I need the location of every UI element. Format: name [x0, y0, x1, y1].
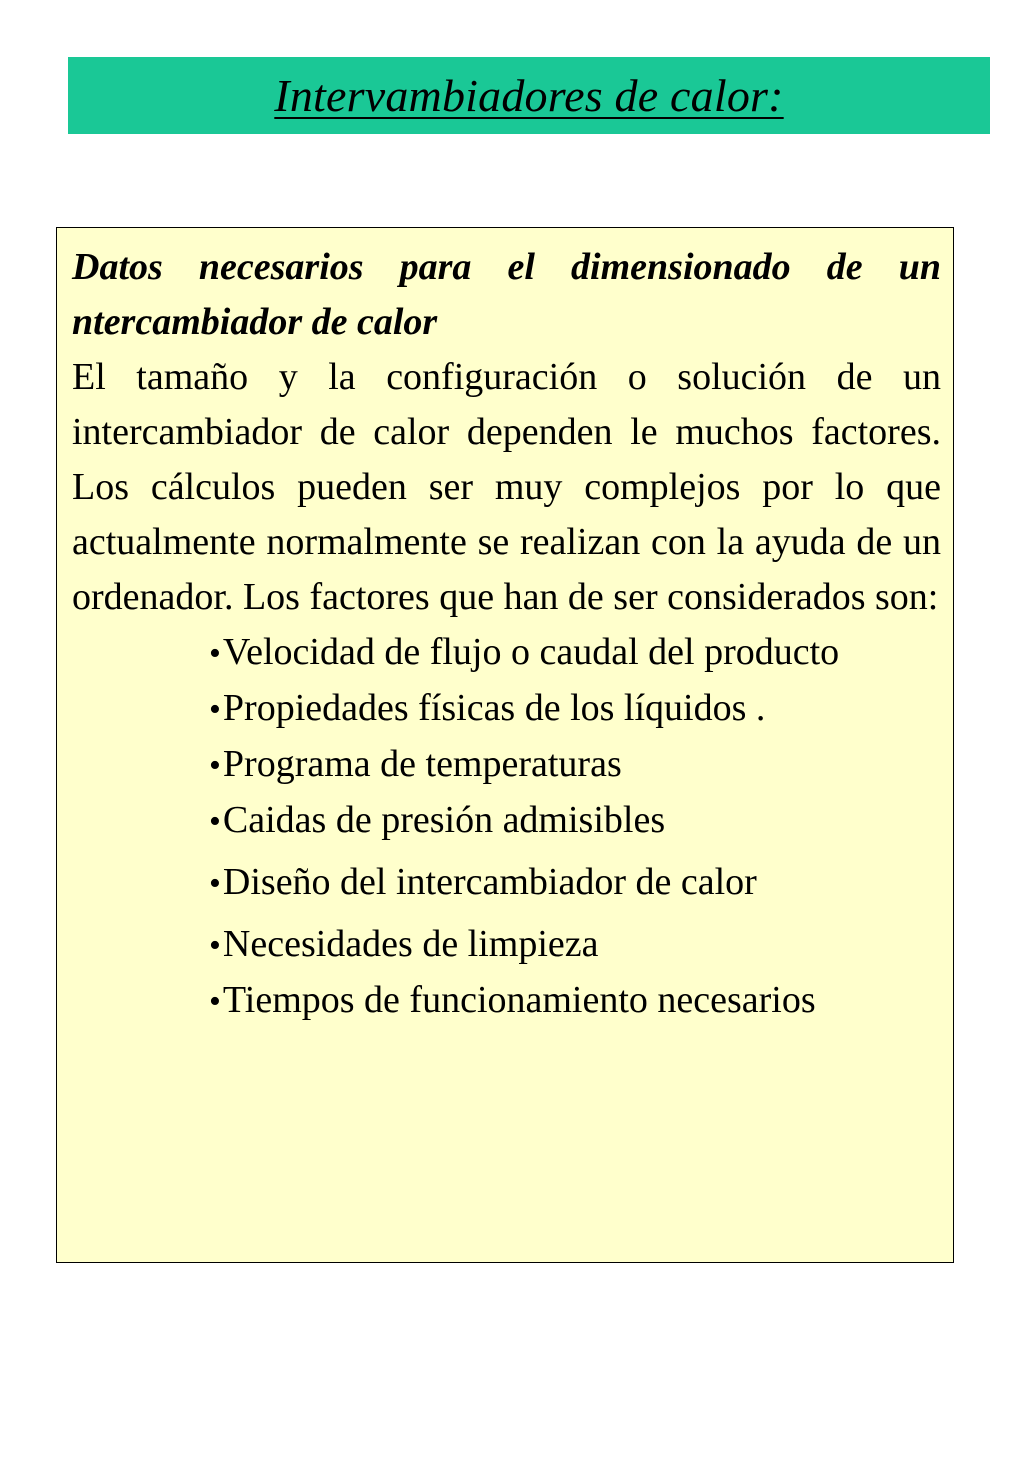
factor-text: Caidas de presión admisibles — [222, 799, 666, 841]
list-item — [209, 625, 941, 681]
factor-text: Necesidades de limpieza — [222, 923, 599, 965]
list-item — [209, 855, 941, 911]
list-item — [209, 737, 941, 793]
factor-text: Propiedades físicas de los líquidos . — [222, 687, 766, 729]
factor-text: Diseño del intercambiador de calor — [222, 861, 757, 903]
content-text — [72, 240, 941, 1029]
list-item — [209, 681, 941, 737]
bullet-icon: • — [209, 865, 221, 902]
page-title: Intervambiadores de calor: — [274, 69, 784, 121]
bullet-icon: • — [209, 803, 221, 840]
content-box — [56, 227, 954, 1263]
bullet-icon: • — [209, 927, 221, 964]
bullet-icon: • — [209, 691, 221, 728]
list-item — [209, 917, 941, 973]
intro-paragraph: El tamaño y la configuración o solución de un intercambiador de calor dependen le muchos factores. Los cálculos pueden ser muy complejos por lo que actualmente normalmente se realizan con la ayuda de un ordenador. Los factores que han de ser considerados son: — [72, 356, 941, 618]
bullet-icon: • — [209, 635, 221, 672]
section-heading-line-1: Datos necesarios para el dimensionado de un — [72, 246, 941, 288]
factor-text: Tiempos de funcionamiento necesarios — [222, 979, 816, 1021]
factor-list — [72, 625, 941, 1029]
factor-text: Velocidad de flujo o caudal del producto — [222, 631, 840, 673]
title-banner — [68, 57, 990, 134]
bullet-icon: • — [209, 747, 221, 784]
section-heading-line-2: ntercambiador de calor — [72, 301, 438, 343]
section-heading — [72, 240, 941, 350]
factor-text: Programa de temperaturas — [222, 743, 622, 785]
list-item — [209, 793, 941, 849]
list-item — [209, 973, 941, 1029]
bullet-icon: • — [209, 983, 221, 1020]
